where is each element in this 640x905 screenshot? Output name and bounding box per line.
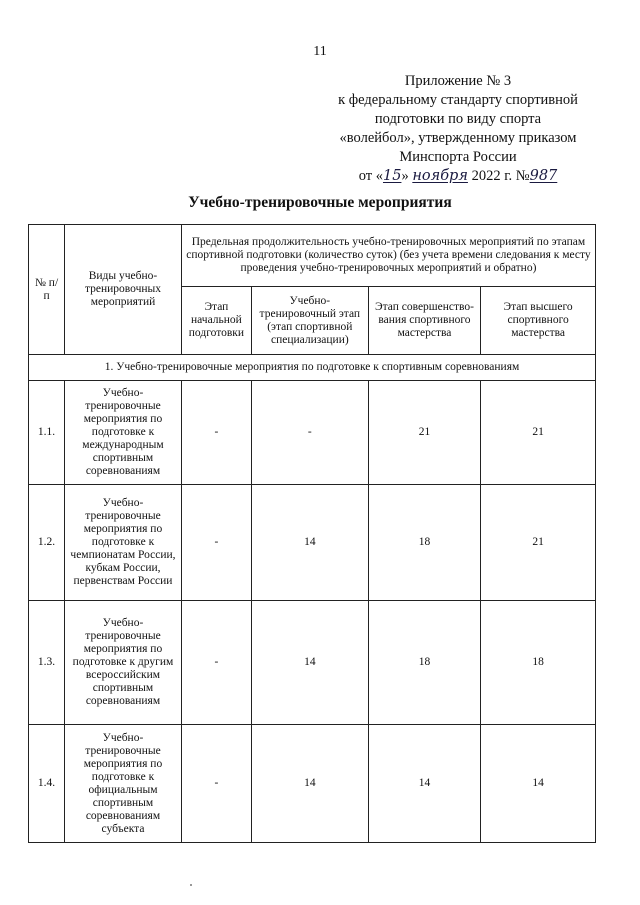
- date-day-handwritten: 15: [382, 168, 402, 184]
- appendix-line-2: к федеральному стандарту спортивной: [338, 92, 578, 108]
- table-row: [29, 601, 596, 725]
- header-stage-improvement: Этап совершенство-вания спортивного мастерства: [368, 287, 481, 355]
- training-events-table: [28, 224, 596, 843]
- cell-stage-training: -: [251, 381, 368, 485]
- date-separator: »: [401, 168, 409, 184]
- cell-stage-initial: -: [181, 381, 251, 485]
- date-prefix: от «: [358, 168, 383, 184]
- cell-stage-highest: 21: [481, 485, 596, 601]
- document-title: Учебно-тренировочные мероприятия: [188, 194, 452, 211]
- cell-stage-highest: 18: [481, 601, 596, 725]
- order-date-line: [308, 167, 608, 186]
- appendix-line-1: Приложение № 3: [404, 73, 512, 89]
- appendix-line-5: Минспорта России: [399, 149, 517, 165]
- table-row: [29, 725, 596, 843]
- cell-stage-training: 14: [251, 725, 368, 843]
- cell-stage-initial: -: [181, 601, 251, 725]
- table-row: [29, 381, 596, 485]
- cell-stage-initial: -: [181, 725, 251, 843]
- row-event-name: Учебно-тренировочные мероприятия по подготовке к другим всероссийским спортивным соревнованиям: [65, 601, 182, 725]
- header-duration-group: Предельная продолжительность учебно-тренировочных мероприятий по этапам спортивной подготовки (количество суток) (без учета времени следования к месту проведения учебно-тренировочных мероприятий и обратно): [181, 225, 595, 287]
- cell-stage-improvement: 18: [368, 601, 481, 725]
- appendix-line-3: подготовки по виду спорта: [374, 111, 542, 127]
- header-stage-initial: Этап начальной подготовки: [181, 287, 251, 355]
- section-row: [29, 355, 596, 381]
- header-event-type: Виды учебно-тренировочных мероприятий: [65, 225, 182, 355]
- row-event-name: Учебно-тренировочные мероприятия по подготовке к международным спортивным соревнованиям: [65, 381, 182, 485]
- page-number: 11: [313, 44, 327, 59]
- row-number: 1.2.: [29, 485, 65, 601]
- section-heading: 1. Учебно-тренировочные мероприятия по подготовке к спортивным соревнованиям: [29, 355, 596, 381]
- cell-stage-highest: 21: [481, 381, 596, 485]
- header-stage-highest: Этап высшего спортивного мастерства: [481, 287, 596, 355]
- row-number: 1.4.: [29, 725, 65, 843]
- row-number: 1.3.: [29, 601, 65, 725]
- scan-speck: [190, 884, 192, 886]
- cell-stage-improvement: 21: [368, 381, 481, 485]
- row-event-name: Учебно-тренировочные мероприятия по подготовке к чемпионатам России, кубкам России, первенствам России: [65, 485, 182, 601]
- appendix-block: [308, 72, 608, 186]
- cell-stage-training: 14: [251, 601, 368, 725]
- table-header-row: [29, 225, 596, 287]
- row-number: 1.1.: [29, 381, 65, 485]
- header-number: № п/п: [29, 225, 65, 355]
- table-row: [29, 485, 596, 601]
- cell-stage-improvement: 18: [368, 485, 481, 601]
- cell-stage-initial: -: [181, 485, 251, 601]
- appendix-line-4: «волейбол», утвержденному приказом: [339, 130, 577, 146]
- date-month-handwritten: ноября: [412, 168, 468, 184]
- order-number-handwritten: 987: [529, 168, 558, 184]
- cell-stage-training: 14: [251, 485, 368, 601]
- cell-stage-improvement: 14: [368, 725, 481, 843]
- cell-stage-highest: 14: [481, 725, 596, 843]
- date-year: 2022 г. №: [471, 168, 530, 184]
- header-stage-training: Учебно-тренировочный этап (этап спортивной специализации): [251, 287, 368, 355]
- row-event-name: Учебно-тренировочные мероприятия по подготовке к официальным спортивным соревнованиям субъекта: [65, 725, 182, 843]
